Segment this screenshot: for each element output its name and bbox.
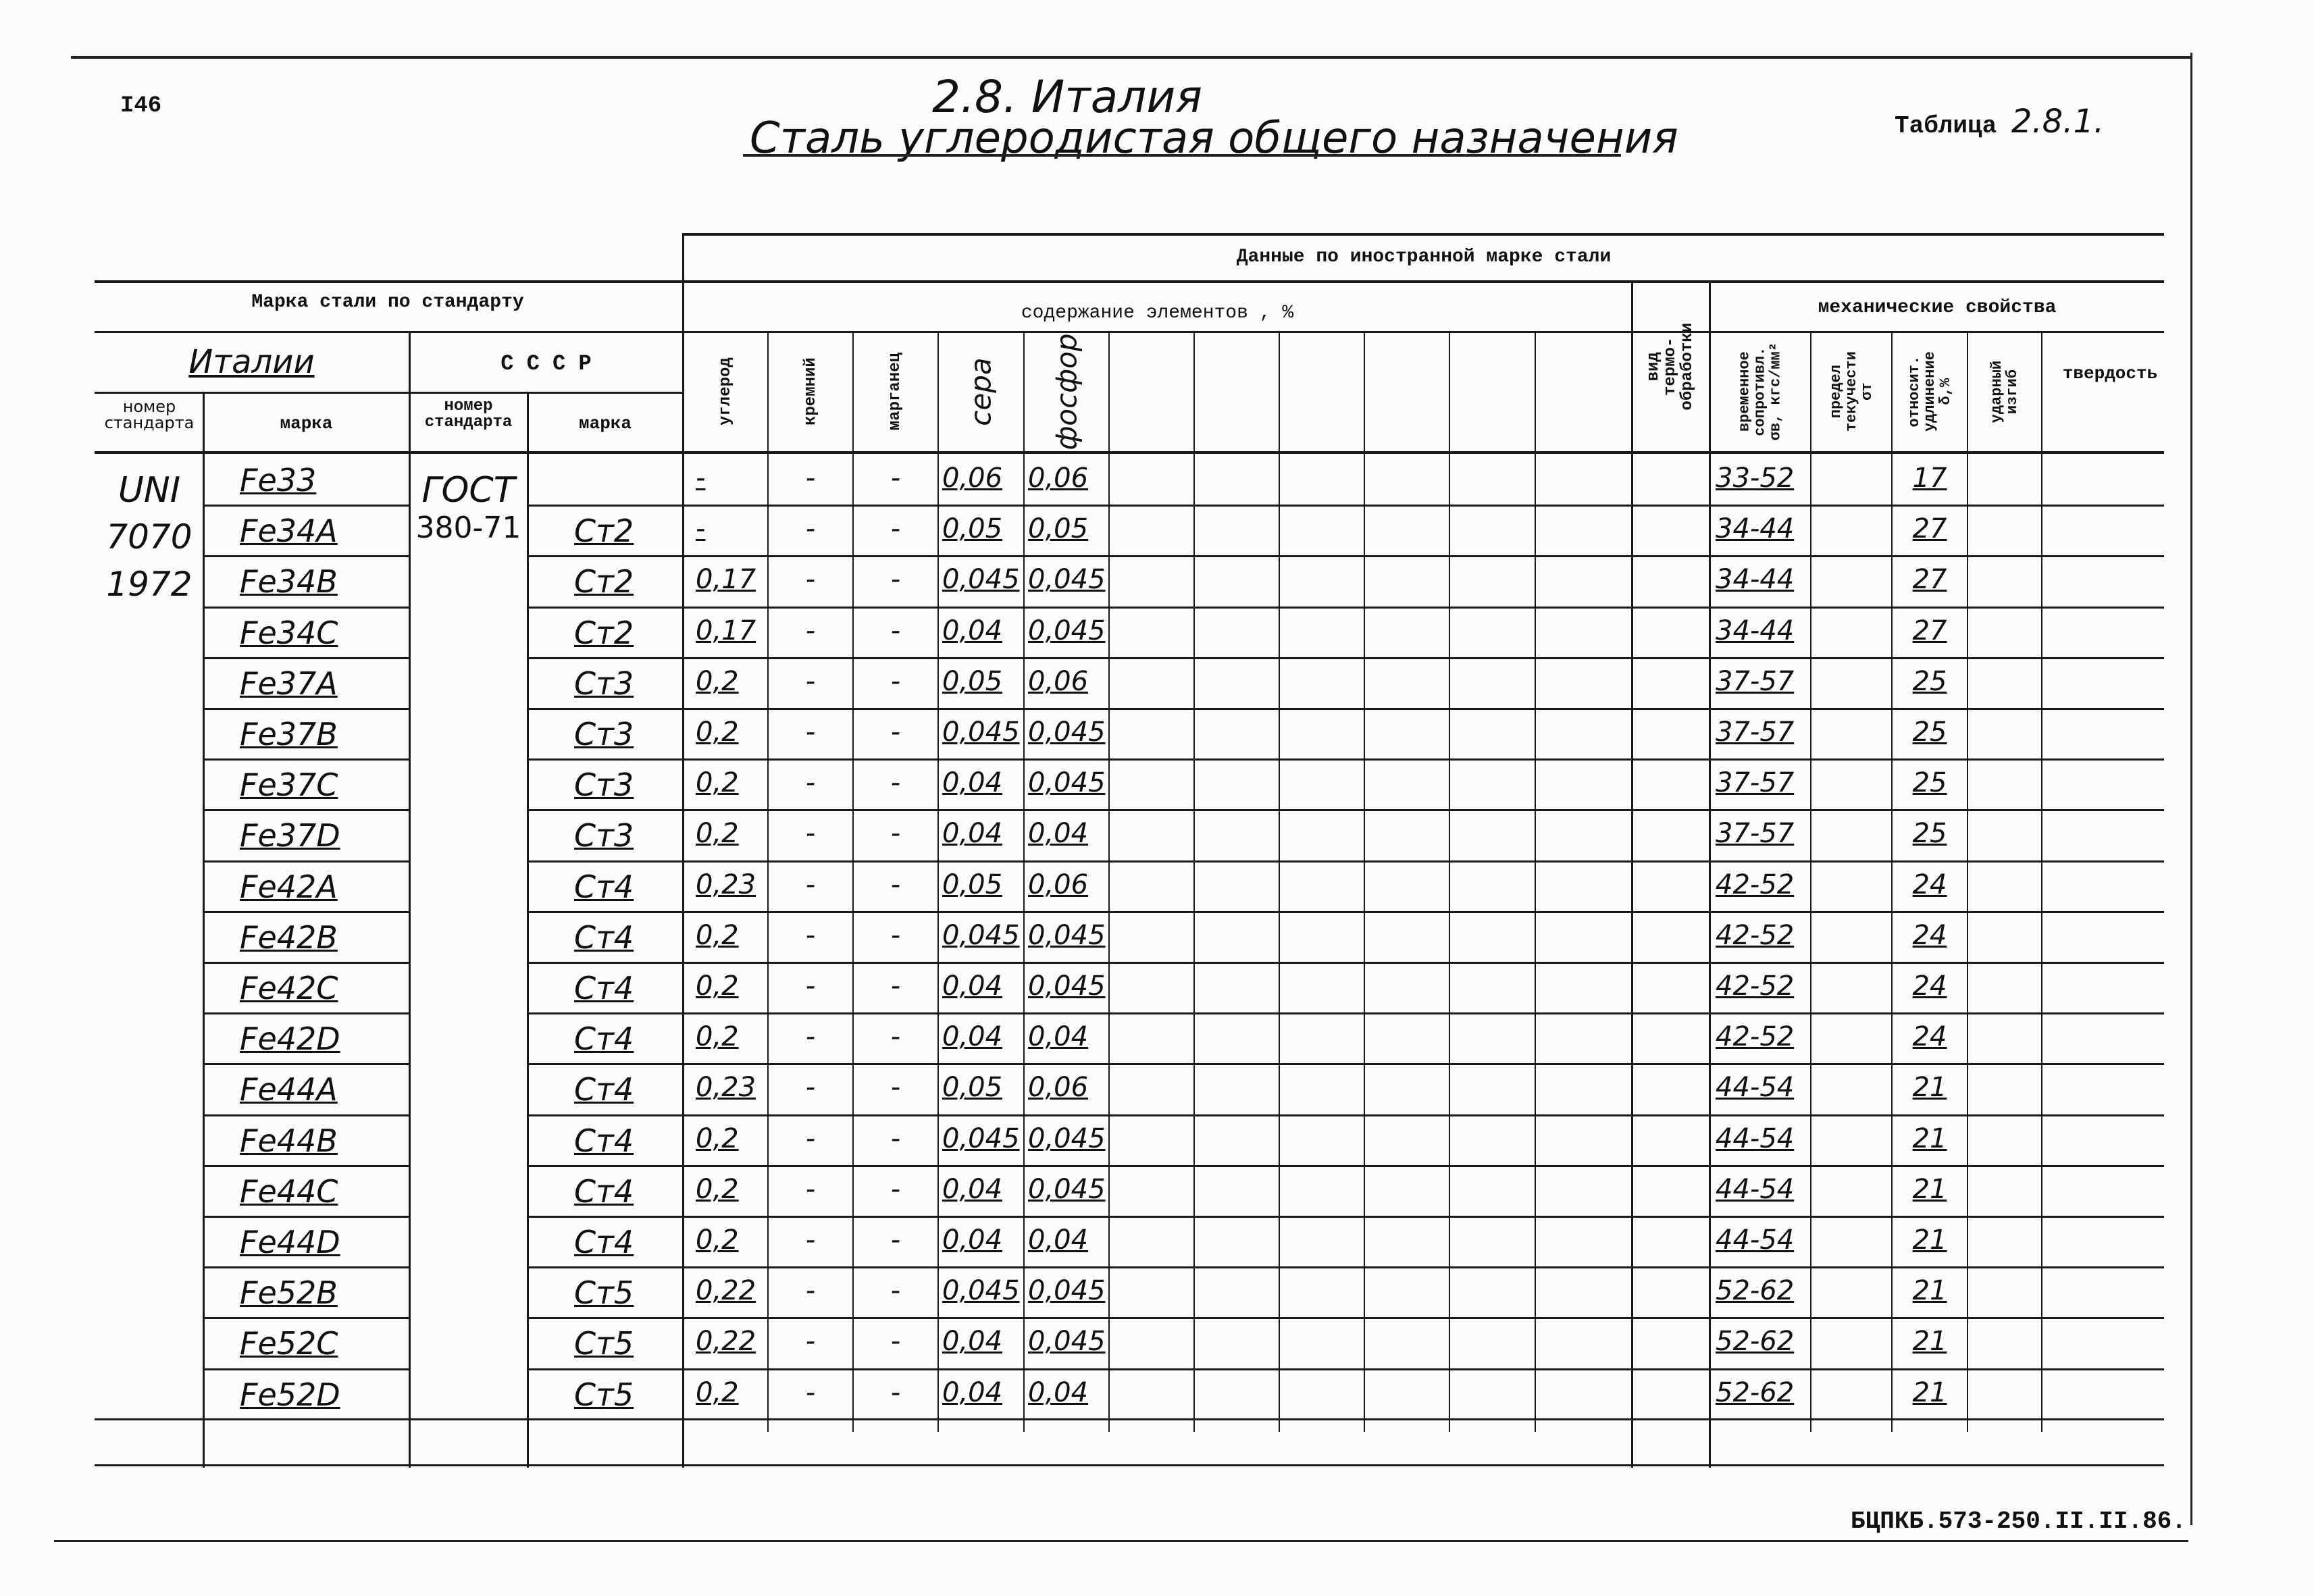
manganese-cell: - [890, 818, 901, 850]
grid-line [95, 392, 682, 394]
elongation-cell: 21 [1912, 1326, 1947, 1358]
frame-bottom-border [54, 1540, 2188, 1542]
ussr-grade-cell: Ст4 [574, 1122, 634, 1159]
elongation-cell: 27 [1912, 564, 1947, 596]
tensile-cell: 52-62 [1716, 1326, 1795, 1358]
ussr-grade-cell: Ст5 [574, 1376, 634, 1413]
header-std-number-ussr: номер стандарта [424, 397, 513, 432]
ussr-grade-cell: Ст4 [574, 1224, 634, 1260]
silicon-cell: - [805, 767, 816, 799]
carbon-cell: - [696, 463, 706, 494]
grade-cell: Fe42A [240, 868, 338, 905]
table-label [1895, 103, 2104, 140]
tensile-cell: 44-54 [1716, 1225, 1795, 1256]
italy-standard-line: UNI [118, 470, 181, 511]
manganese-cell: - [890, 1123, 901, 1154]
ussr-grade-cell: Ст3 [574, 665, 634, 702]
header-silicon: кремний [801, 357, 820, 426]
frame-right-border [2190, 53, 2192, 1525]
header-grade-italy: марка [280, 413, 333, 434]
grade-cell: Fe33 [240, 462, 317, 498]
carbon-cell: 0,2 [696, 1173, 739, 1205]
manganese-cell: - [890, 463, 901, 494]
section-title: 2.8. Италия [932, 71, 1202, 123]
silicon-cell: - [805, 615, 816, 646]
manganese-cell: - [890, 869, 901, 900]
ussr-grade-cell: Ст2 [574, 563, 634, 600]
sulfur-cell: 0,04 [942, 1376, 1003, 1408]
tensile-cell: 37-57 [1716, 767, 1795, 799]
ussr-grade-cell: Ст3 [574, 767, 634, 804]
phosphorus-cell: 0,045 [1028, 919, 1106, 951]
carbon-cell: 0,2 [696, 1376, 739, 1408]
phosphorus-cell: 0,045 [1028, 971, 1106, 1002]
elongation-cell: 17 [1912, 463, 1947, 494]
elongation-cell: 24 [1912, 1021, 1947, 1053]
phosphorus-cell: 0,045 [1028, 1123, 1106, 1154]
ussr-grade-cell: Ст2 [574, 513, 634, 550]
tensile-cell: 42-52 [1716, 971, 1795, 1002]
header-hardness: твердость [2062, 363, 2158, 384]
elongation-cell: 24 [1912, 869, 1947, 900]
grade-cell: Fe34C [240, 614, 338, 651]
silicon-cell: - [805, 717, 816, 748]
grid-line [684, 233, 2164, 236]
sulfur-cell: 0,05 [942, 513, 1003, 545]
carbon-cell: 0,22 [696, 1326, 756, 1358]
phosphorus-cell: 0,04 [1028, 818, 1089, 850]
silicon-cell: - [805, 1021, 816, 1053]
header-sulfur: сера [964, 357, 998, 426]
carbon-cell: 0,22 [696, 1275, 756, 1307]
silicon-cell: - [805, 971, 816, 1002]
ussr-grade-cell: Ст4 [574, 868, 634, 905]
grid-line [527, 392, 529, 1468]
grade-cell: Fe42D [240, 1021, 340, 1058]
manganese-cell: - [890, 513, 901, 545]
sulfur-cell: 0,04 [942, 1173, 1003, 1205]
silicon-cell: - [805, 463, 816, 494]
manganese-cell: - [890, 971, 901, 1002]
ussr-grade-cell: Ст4 [574, 1071, 634, 1108]
tensile-cell: 44-54 [1716, 1123, 1795, 1154]
grid-line [95, 280, 2164, 283]
grid-line [1709, 280, 1711, 1468]
sulfur-cell: 0,05 [942, 1072, 1003, 1104]
grade-cell: Fe44A [240, 1071, 338, 1108]
manganese-cell: - [890, 1021, 901, 1053]
ussr-grade-cell: Ст5 [574, 1325, 634, 1362]
carbon-cell: 0,17 [696, 615, 756, 646]
ussr-grade-cell: Ст5 [574, 1275, 634, 1312]
grade-cell: Fe34B [240, 563, 338, 600]
ussr-grade-cell: Ст4 [574, 919, 634, 956]
manganese-cell: - [890, 1225, 901, 1256]
manganese-cell: - [890, 1376, 901, 1408]
tensile-cell: 34-44 [1716, 513, 1795, 545]
header-italy: Италии [188, 343, 315, 381]
phosphorus-cell: 0,045 [1028, 1326, 1106, 1358]
ussr-standard-line: ГОСТ [421, 470, 515, 511]
header-heat-treatment: вид термо- обработки [1644, 323, 1697, 411]
sulfur-cell: 0,045 [942, 564, 1020, 596]
phosphorus-cell: 0,06 [1028, 869, 1089, 900]
italy-standard-line: 7070 [106, 517, 192, 557]
elongation-cell: 25 [1912, 767, 1947, 799]
carbon-cell: 0,2 [696, 818, 739, 850]
tensile-cell: 33-52 [1716, 463, 1795, 494]
carbon-cell: 0,23 [696, 869, 756, 900]
ussr-grade-cell: Ст4 [574, 970, 634, 1006]
manganese-cell: - [890, 665, 901, 697]
header-elongation: относит. удлинение δ,% [1905, 351, 1954, 432]
ussr-grade-cell: Ст3 [574, 716, 634, 752]
header-impact-bend: ударный изгиб [1988, 360, 2021, 423]
main-title: Сталь углеродистая общего назначения [750, 113, 1678, 163]
phosphorus-cell: 0,06 [1028, 1072, 1089, 1104]
grid-line [203, 392, 205, 1468]
phosphorus-cell: 0,05 [1028, 513, 1089, 545]
tensile-cell: 42-52 [1716, 869, 1795, 900]
tensile-cell: 52-62 [1716, 1275, 1795, 1307]
merged-cell-patch [411, 457, 527, 1418]
silicon-cell: - [805, 1225, 816, 1256]
elongation-cell: 24 [1912, 971, 1947, 1002]
sulfur-cell: 0,04 [942, 615, 1003, 646]
phosphorus-cell: 0,045 [1028, 717, 1106, 748]
elongation-cell: 21 [1912, 1275, 1947, 1307]
manganese-cell: - [890, 1326, 901, 1358]
tensile-cell: 37-57 [1716, 717, 1795, 748]
title-underline [743, 154, 1621, 157]
grade-cell: Fe37B [240, 716, 338, 752]
sulfur-cell: 0,045 [942, 1275, 1020, 1307]
silicon-cell: - [805, 665, 816, 697]
elongation-cell: 25 [1912, 818, 1947, 850]
tensile-cell: 42-52 [1716, 1021, 1795, 1053]
header-manganese: марганец [886, 353, 905, 431]
elongation-cell: 21 [1912, 1225, 1947, 1256]
grade-cell: Fe37C [240, 767, 338, 804]
ussr-grade-cell: Ст2 [574, 614, 634, 651]
ussr-grade-cell: Ст3 [574, 817, 634, 854]
tensile-cell: 37-57 [1716, 665, 1795, 697]
carbon-cell: 0,2 [696, 717, 739, 748]
manganese-cell: - [890, 564, 901, 596]
phosphorus-cell: 0,06 [1028, 665, 1089, 697]
silicon-cell: - [805, 564, 816, 596]
ussr-grade-cell: Ст4 [574, 1173, 634, 1210]
manganese-cell: - [890, 1275, 901, 1307]
carbon-cell: 0,17 [696, 564, 756, 596]
phosphorus-cell: 0,045 [1028, 1173, 1106, 1205]
silicon-cell: - [805, 1072, 816, 1104]
sulfur-cell: 0,04 [942, 1225, 1003, 1256]
silicon-cell: - [805, 1123, 816, 1154]
grade-cell: Fe44C [240, 1173, 338, 1210]
carbon-cell: 0,2 [696, 1123, 739, 1154]
header-tensile-strength: временное сопротивл. σв, кгс/мм² [1736, 342, 1784, 441]
silicon-cell: - [805, 869, 816, 900]
grade-cell: Fe52D [240, 1376, 340, 1413]
phosphorus-cell: 0,04 [1028, 1225, 1089, 1256]
sulfur-cell: 0,04 [942, 818, 1003, 850]
grade-cell: Fe52C [240, 1325, 338, 1362]
grade-cell: Fe42C [240, 970, 338, 1006]
grade-cell: Fe44D [240, 1224, 340, 1260]
silicon-cell: - [805, 818, 816, 850]
phosphorus-cell: 0,045 [1028, 615, 1106, 646]
frame-top-border [71, 56, 2192, 59]
header-mech-props: механические свойства [1818, 297, 2057, 318]
header-foreign-data: Данные по иностранной марке стали [1236, 247, 1612, 267]
grade-cell: Fe52B [240, 1275, 338, 1312]
header-element-content: содержание элементов , % [1021, 303, 1294, 324]
tensile-cell: 52-62 [1716, 1376, 1795, 1408]
sulfur-cell: 0,04 [942, 1326, 1003, 1358]
tensile-cell: 37-57 [1716, 818, 1795, 850]
grid-line [1631, 280, 1633, 1468]
sulfur-cell: 0,04 [942, 767, 1003, 799]
tensile-cell: 34-44 [1716, 564, 1795, 596]
carbon-cell: 0,2 [696, 665, 739, 697]
grade-cell: Fe44B [240, 1122, 338, 1159]
sulfur-cell: 0,045 [942, 919, 1020, 951]
header-std-number-italy: номер стандарта [104, 397, 195, 432]
sulfur-cell: 0,04 [942, 971, 1003, 1002]
header-yield-strength: предел текучести σт [1827, 351, 1876, 432]
carbon-cell: 0,23 [696, 1072, 756, 1104]
tensile-cell: 44-54 [1716, 1072, 1795, 1104]
elongation-cell: 27 [1912, 615, 1947, 646]
elongation-cell: 25 [1912, 717, 1947, 748]
table-label-word: Таблица [1895, 112, 1997, 140]
silicon-cell: - [805, 1275, 816, 1307]
elongation-cell: 21 [1912, 1173, 1947, 1205]
phosphorus-cell: 0,06 [1028, 463, 1089, 494]
tensile-cell: 42-52 [1716, 919, 1795, 951]
page-number: I46 [120, 93, 162, 119]
grade-cell: Fe37D [240, 817, 340, 854]
elongation-cell: 25 [1912, 665, 1947, 697]
sulfur-cell: 0,05 [942, 665, 1003, 697]
silicon-cell: - [805, 1376, 816, 1408]
sulfur-cell: 0,05 [942, 869, 1003, 900]
header-grade-ussr: марка [578, 413, 632, 434]
manganese-cell: - [890, 717, 901, 748]
manganese-cell: - [890, 615, 901, 646]
carbon-cell: 0,2 [696, 919, 739, 951]
phosphorus-cell: 0,04 [1028, 1021, 1089, 1053]
grade-cell: Fe42B [240, 919, 338, 956]
manganese-cell: - [890, 1072, 901, 1104]
phosphorus-cell: 0,045 [1028, 767, 1106, 799]
silicon-cell: - [805, 1326, 816, 1358]
carbon-cell: - [696, 513, 706, 545]
phosphorus-cell: 0,045 [1028, 564, 1106, 596]
carbon-cell: 0,2 [696, 971, 739, 1002]
carbon-cell: 0,2 [696, 1225, 739, 1256]
grid-line [95, 451, 2164, 454]
elongation-cell: 21 [1912, 1072, 1947, 1104]
grid-line [95, 1464, 2164, 1466]
table-number: 2.8.1. [2011, 103, 2105, 140]
silicon-cell: - [805, 1173, 816, 1205]
grade-cell: Fe37A [240, 665, 338, 702]
header-phosphorus: фосфор [1049, 333, 1083, 451]
sulfur-cell: 0,045 [942, 717, 1020, 748]
elongation-cell: 27 [1912, 513, 1947, 545]
italy-standard-line: 1972 [106, 565, 192, 604]
sulfur-cell: 0,04 [942, 1021, 1003, 1053]
manganese-cell: - [890, 919, 901, 951]
elongation-cell: 21 [1912, 1376, 1947, 1408]
phosphorus-cell: 0,04 [1028, 1376, 1089, 1408]
elongation-cell: 21 [1912, 1123, 1947, 1154]
grid-line [95, 1418, 2164, 1420]
carbon-cell: 0,2 [696, 767, 739, 799]
manganese-cell: - [890, 1173, 901, 1205]
ussr-standard-line: 380-71 [415, 511, 521, 545]
header-brand-by-standard: Марка стали по стандарту [251, 292, 524, 313]
header-carbon: углерод [716, 357, 735, 426]
sulfur-cell: 0,06 [942, 463, 1003, 494]
header-ussr: С С С Р [500, 351, 592, 376]
carbon-cell: 0,2 [696, 1021, 739, 1053]
ussr-grade-cell: Ст4 [574, 1021, 634, 1058]
silicon-cell: - [805, 513, 816, 545]
tensile-cell: 44-54 [1716, 1173, 1795, 1205]
manganese-cell: - [890, 767, 901, 799]
tensile-cell: 34-44 [1716, 615, 1795, 646]
document-code: БЦПКБ.573-250.II.II.86. [1851, 1508, 2186, 1535]
elongation-cell: 24 [1912, 919, 1947, 951]
phosphorus-cell: 0,045 [1028, 1275, 1106, 1307]
sulfur-cell: 0,045 [942, 1123, 1020, 1154]
grade-cell: Fe34A [240, 513, 338, 550]
silicon-cell: - [805, 919, 816, 951]
